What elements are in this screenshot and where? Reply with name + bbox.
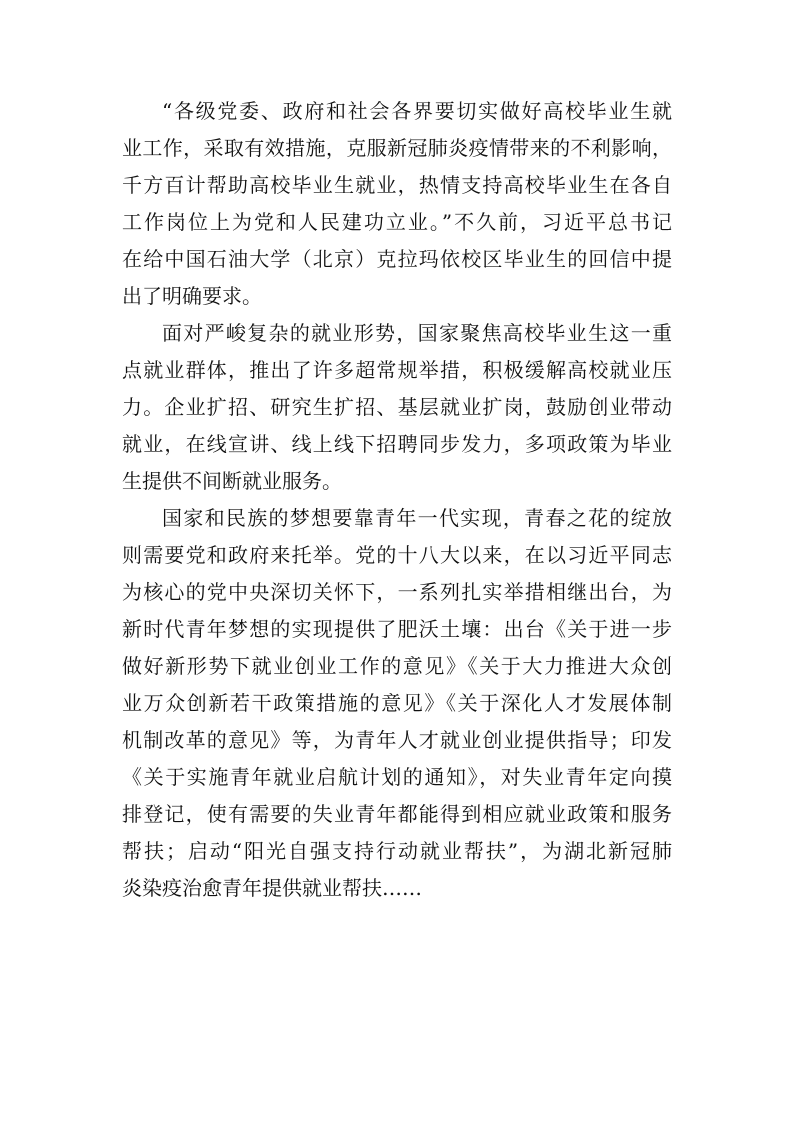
paragraph-3-line-9: 排登记，使有需要的失业青年都能得到相应就业政策和服务 bbox=[122, 802, 672, 826]
paragraph-1-line-4: 工作岗位上为党和人民建功立业。”不久前，习近平总书记 bbox=[122, 210, 672, 234]
paragraph-1-line-1: “各级党委、政府和社会各界要切实做好高校毕业生就 bbox=[162, 99, 672, 123]
paragraph-3-line-6: 业万众创新若干政策措施的意见》《关于深化人才发展体制 bbox=[122, 691, 672, 715]
paragraph-3-line-5: 做好新形势下就业创业工作的意见》《关于大力推进大众创 bbox=[122, 654, 672, 678]
paragraph-2-line-2: 点就业群体，推出了许多超常规举措，积极缓解高校就业压 bbox=[122, 358, 672, 382]
paragraph-3-line-1: 国家和民族的梦想要靠青年一代实现，青春之花的绽放 bbox=[162, 506, 672, 530]
paragraph-3-line-10: 帮扶；启动“阳光自强支持行动就业帮扶”，为湖北新冠肺 bbox=[122, 839, 672, 863]
paragraph-3-line-2: 则需要党和政府来托举。党的十八大以来，在以习近平同志 bbox=[122, 543, 672, 567]
paragraph-2-line-4: 就业，在线宣讲、线上线下招聘同步发力，多项政策为毕业 bbox=[122, 432, 672, 456]
paragraph-2-line-1: 面对严峻复杂的就业形势，国家聚焦高校毕业生这一重 bbox=[162, 321, 672, 345]
paragraph-2-line-5: 生提供不间断就业服务。 bbox=[122, 469, 342, 493]
paragraph-1-line-6: 出了明确要求。 bbox=[122, 284, 262, 308]
paragraph-3-line-11: 炎染疫治愈青年提供就业帮扶…… bbox=[122, 876, 422, 900]
paragraph-3-line-8: 《关于实施青年就业启航计划的通知》，对失业青年定向摸 bbox=[122, 765, 672, 789]
paragraph-2-line-3: 力。企业扩招、研究生扩招、基层就业扩岗，鼓励创业带动 bbox=[122, 395, 672, 419]
paragraph-3-line-7: 机制改革的意见》等，为青年人才就业创业提供指导；印发 bbox=[122, 728, 672, 752]
paragraph-3-line-4: 新时代青年梦想的实现提供了肥沃土壤：出台《关于进一步 bbox=[122, 617, 672, 641]
paragraph-1-line-2: 业工作，采取有效措施，克服新冠肺炎疫情带来的不利影响， bbox=[122, 136, 672, 160]
paragraph-1-line-3: 千方百计帮助高校毕业生就业，热情支持高校毕业生在各自 bbox=[122, 173, 672, 197]
paragraph-1-line-5: 在给中国石油大学（北京）克拉玛依校区毕业生的回信中提 bbox=[122, 247, 672, 271]
paragraph-3-line-3: 为核心的党中央深切关怀下，一系列扎实举措相继出台，为 bbox=[122, 580, 672, 604]
